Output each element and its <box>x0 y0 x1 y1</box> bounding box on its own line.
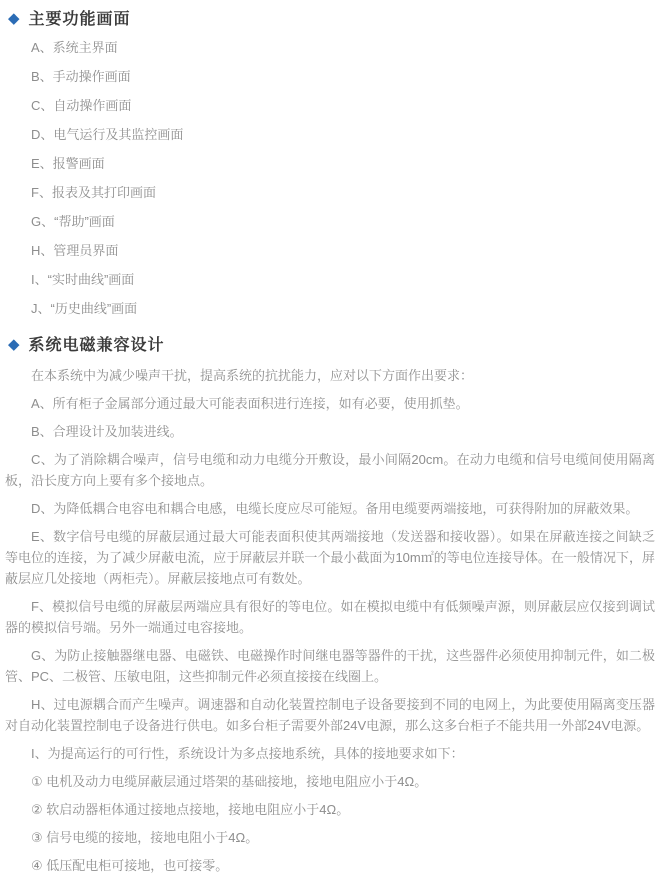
main-screens-heading-text: 主要功能画面 <box>28 11 131 28</box>
emc-heading-text: 系统电磁兼容设计 <box>28 337 165 354</box>
screen-list-item: G、“帮助”画面 <box>31 214 115 229</box>
emc-paragraph: I、为提高运行的可行性，系统设计为多点接地系统，具体的接地要求如下： <box>31 746 464 761</box>
screen-list-item: H、管理员界面 <box>31 243 119 258</box>
screen-list-item: B、手动操作画面 <box>31 69 131 84</box>
section-emc-design <box>5 332 655 876</box>
emc-paragraph: G、为防止接触器继电器、电磁铁、电磁操作时间继电器等器件的干扰，这些器件必须使用抑制元件，如二极管、PC、二极管、压敏电阻，这些抑制元件必须直接接在线圈上。 <box>5 648 655 684</box>
emc-paragraphs <box>5 365 655 876</box>
emc-paragraph: C、为了消除耦合噪声，信号电缆和动力电缆分开敷设，最小间隔20cm。在动力电缆和信号电缆间使用隔离板，沿长度方向上要有多个接地点。 <box>5 452 655 488</box>
screen-list-item: A、系统主界面 <box>31 40 118 55</box>
emc-paragraph: D、为降低耦合电容电和耦合电感，电缆长度应尽可能短。备用电缆要两端接地，可获得附加的屏蔽效果。 <box>31 501 639 516</box>
emc-heading <box>5 332 655 355</box>
emc-paragraph: E、数字信号电缆的屏蔽层通过最大可能表面积使其两端接地（发送器和接收器）。如果在屏蔽连接之间缺乏等电位的连接，为了减少屏蔽电流，应于屏蔽层并联一个最小截面为10m㎡的等电位连接导体。在一般情况下，屏蔽层应几处接地（两柜壳）。屏蔽层接地点可有数处。 <box>5 529 655 586</box>
screen-list-item: C、自动操作画面 <box>31 98 132 113</box>
screen-list-item: E、报警画面 <box>31 156 105 171</box>
diamond-icon: ◆ <box>8 335 20 353</box>
emc-paragraph: 在本系统中为减少噪声干扰，提高系统的抗扰能力，应对以下方面作出要求： <box>31 368 474 383</box>
emc-paragraph: A、所有柜子金属部分通过最大可能表面积进行连接，如有必要，使用抓垫。 <box>31 396 469 411</box>
emc-paragraph: ④ 低压配电柜可接地，也可接零。 <box>31 858 229 873</box>
section-main-screens <box>5 6 655 318</box>
emc-paragraph: ① 电机及动力电缆屏蔽层通过塔架的基础接地，接地电阻应小于4Ω。 <box>31 774 428 789</box>
screen-list <box>5 39 655 318</box>
main-screens-heading <box>5 6 655 29</box>
screen-list-item: J、“历史曲线”画面 <box>31 301 138 316</box>
emc-paragraph: ③ 信号电缆的接地，接地电阻小于4Ω。 <box>31 830 259 845</box>
screen-list-item: D、电气运行及其监控画面 <box>31 127 184 142</box>
screen-list-item: I、“实时曲线”画面 <box>31 272 135 287</box>
emc-paragraph: F、模拟信号电缆的屏蔽层两端应具有很好的等电位。如在模拟电缆中有低频噪声源，则屏蔽层应仅接到调试器的模拟信号端。另外一端通过电容接地。 <box>5 599 655 635</box>
emc-paragraph: B、合理设计及加装进线。 <box>31 424 183 439</box>
emc-paragraph: H、过电源耦合而产生噪声。调速器和自动化装置控制电子设备要接到不同的电网上，为此要使用隔离变压器对自动化装置控制电子设备进行供电。如多台柜子需要外部24V电源，那么这多台柜子不能共用一外部24V电源。 <box>5 697 655 733</box>
diamond-icon: ◆ <box>8 9 20 27</box>
screen-list-item: F、报表及其打印画面 <box>31 185 156 200</box>
emc-paragraph: ② 软启动器柜体通过接地点接地，接地电阻应小于4Ω。 <box>31 802 350 817</box>
